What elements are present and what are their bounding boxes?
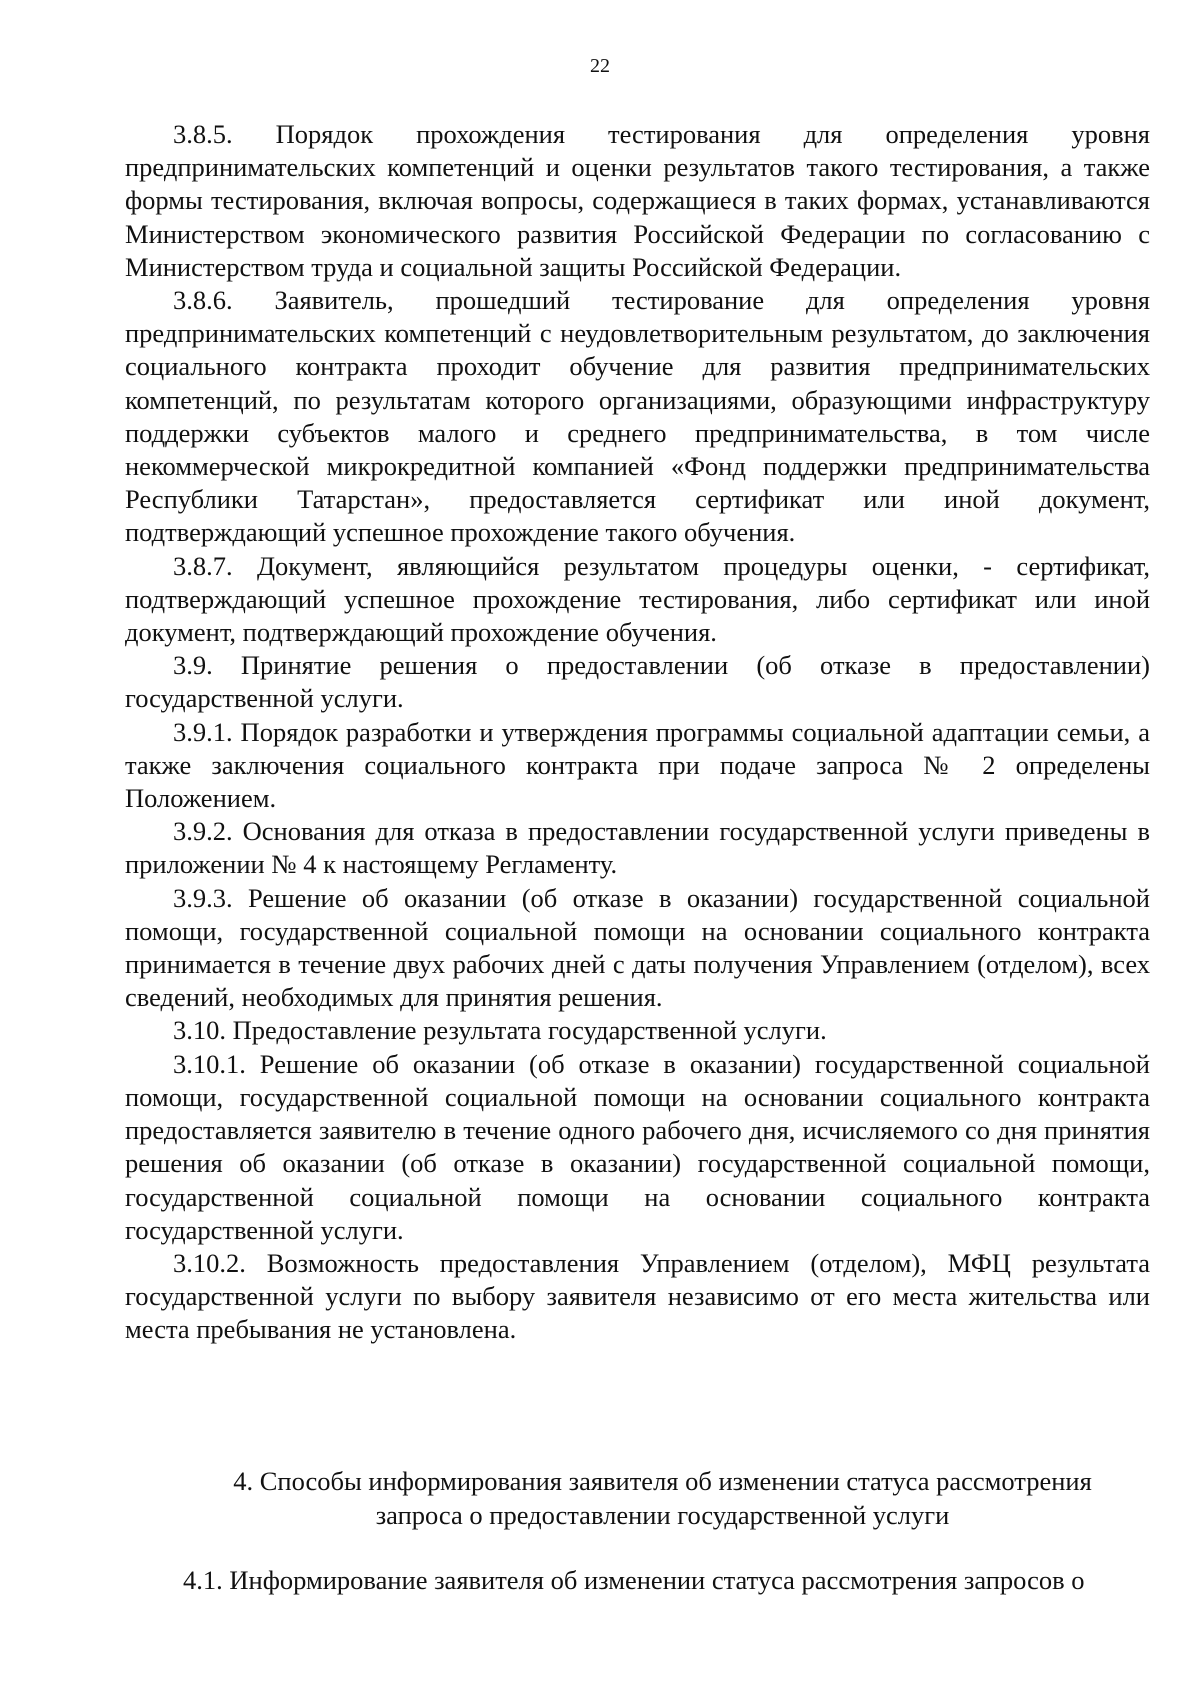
paragraph-3-9-3: 3.9.3. Решение об оказании (об отказе в оказании) государственной социальной помощи, государственной социальной помощи на основании социального контракта принимается в течение двух рабочих дней с даты получения Управлением (отделом), всех сведений, необходимых для принятия решения. (125, 882, 1150, 1013)
section-heading-line-1: 4. Способы информирования заявителя об изменении статуса рассмотрения (233, 1466, 1092, 1496)
paragraph-3-10: 3.10. Предоставление результата государственной услуги. (173, 1015, 827, 1046)
paragraph-3-10-1: 3.10.1. Решение об оказании (об отказе в оказании) государственной социальной помощи, государственной социальной помощи на основании социального контракта предоставляется заявителю в течение одного рабочего дня, исчисляемого со дня принятия решения об оказании (об отказе в оказании) государственной социальной помощи, государственной социальной помощи на основании социального контракта государственной услуги. (125, 1048, 1150, 1245)
paragraph-3-9: 3.9. Принятие решения о предоставлении (об отказе в предоставлении) государственной услуги. (125, 650, 1150, 714)
paragraph-3-10-2: 3.10.2. Возможность предоставления Управлением (отделом), МФЦ результата государственной услуги по выбору заявителя независимо от его места жительства или места пребывания не установлена. (125, 1247, 1150, 1345)
paragraph-3-8-7: 3.8.7. Документ, являющийся результатом процедуры оценки, - сертификат, подтверждающий успешное прохождение тестирования, либо сертификат или иной документ, подтверждающий прохождение обучения. (125, 550, 1150, 648)
document-body (125, 118, 1150, 1347)
section-heading (200, 1464, 1125, 1532)
paragraph-4-1: 4.1. Информирование заявителя об изменении статуса рассмотрения запросов о (183, 1565, 1085, 1595)
paragraph-3-8-5: 3.8.5. Порядок прохождения тестирования для определения уровня предпринимательских компетенций и оценки результатов такого тестирования, а также формы тестирования, включая вопросы, содержащиеся в таких формах, устанавливаются Министерством экономического развития Российской Федерации по согласованию с Министерством труда и социальной защиты Российской Федерации. (125, 119, 1150, 282)
paragraph-3-9-1: 3.9.1. Порядок разработки и утверждения программы социальной адаптации семьи, а также заключения социального контракта при подаче запроса № 2 определены Положением. (125, 716, 1150, 814)
section-heading-line-2: запроса о предоставлении государственной услуги (375, 1500, 950, 1530)
paragraph-3-9-2: 3.9.2. Основания для отказа в предоставлении государственной услуги приведены в приложении № 4 к настоящему Регламенту. (125, 816, 1150, 880)
paragraph-3-8-6: 3.8.6. Заявитель, прошедший тестирование для определения уровня предпринимательских компетенций с неудовлетворительным результатом, до заключения социального контракта проходит обучение для развития предпринимательских компетенций, по результатам которого организациями, образующими инфраструктуру поддержки субъектов малого и среднего предпринимательства, в том числе некоммерческой микрокредитной компанией «Фонд поддержки предпринимательства Республики Татарстан», предоставляется сертификат или иной документ, подтверждающий успешное прохождение такого обучения. (125, 285, 1150, 548)
page-number: 22 (590, 55, 610, 77)
